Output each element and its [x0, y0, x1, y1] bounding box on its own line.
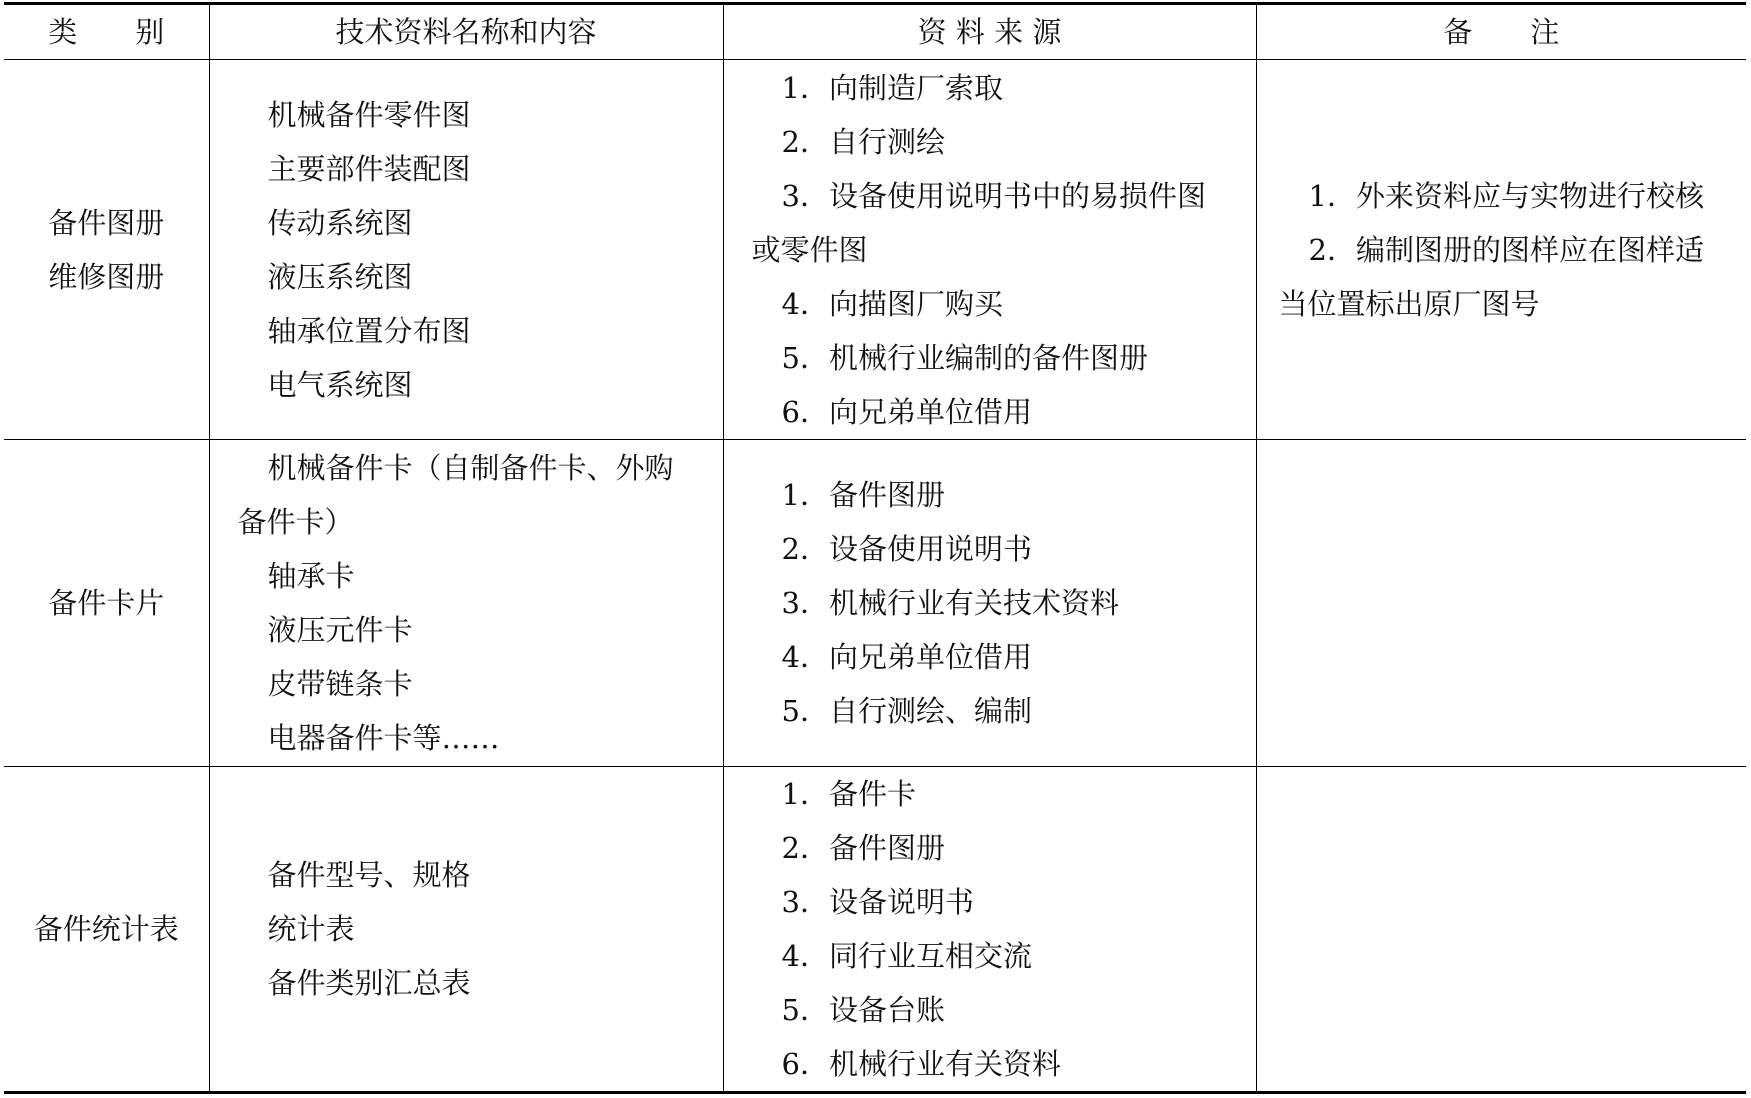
header-source: 资 料 来 源	[723, 4, 1256, 60]
name-line: 液压系统图	[267, 259, 413, 294]
name-line: 机械备件零件图	[267, 97, 471, 132]
source-line: 4．向兄弟单位借用	[781, 640, 1032, 674]
name-cell	[209, 440, 723, 767]
name-line: 统计表	[267, 912, 355, 946]
header-name: 技术资料名称和内容	[209, 4, 723, 60]
source-cell	[723, 440, 1256, 767]
source-line: 3．设备说明书	[781, 885, 974, 919]
name-line: 传动系统图	[267, 205, 413, 240]
remark-cell	[1256, 60, 1746, 440]
source-line: 或零件图	[751, 232, 868, 267]
source-line: 4．同行业互相交流	[781, 939, 1032, 973]
remark-cell	[1256, 767, 1746, 1093]
table-row	[4, 60, 1746, 440]
category-line: 备件统计表	[33, 912, 179, 946]
header-category: 类 别	[4, 4, 209, 60]
name-line: 主要部件装配图	[267, 151, 471, 186]
category-cell	[4, 60, 209, 440]
name-line: 备件类别汇总表	[267, 966, 471, 1000]
name-line: 电器备件卡等……	[267, 721, 500, 755]
name-line: 备件型号、规格	[267, 858, 471, 892]
header-remark: 备 注	[1256, 4, 1746, 60]
source-line: 5．机械行业编制的备件图册	[781, 340, 1148, 375]
category-line: 备件卡片	[48, 586, 165, 620]
name-line: 轴承卡	[267, 559, 355, 593]
remark-line: 当位置标出原厂图号	[1278, 286, 1540, 321]
name-line: 备件卡）	[237, 505, 354, 539]
source-line: 2．备件图册	[781, 831, 945, 865]
source-line: 3．机械行业有关技术资料	[781, 586, 1119, 620]
source-line: 5．自行测绘、编制	[781, 694, 1032, 728]
source-line: 5．设备台账	[781, 993, 945, 1027]
table-row	[4, 767, 1746, 1093]
remark-cell	[1256, 440, 1746, 767]
source-cell	[723, 60, 1256, 440]
source-line: 2．自行测绘	[781, 124, 945, 159]
category-cell	[4, 440, 209, 767]
remark-line: 1．外来资料应与实物进行校核	[1308, 178, 1704, 213]
name-cell	[209, 60, 723, 440]
source-line: 6．向兄弟单位借用	[781, 394, 1032, 429]
category-line: 备件图册	[48, 205, 165, 240]
source-line: 2．设备使用说明书	[781, 532, 1032, 566]
category-line: 维修图册	[48, 259, 165, 294]
header-row	[4, 4, 1746, 60]
name-line: 皮带链条卡	[267, 667, 413, 701]
remark-line: 2．编制图册的图样应在图样适	[1308, 232, 1704, 267]
name-line: 液压元件卡	[267, 613, 413, 647]
name-line: 机械备件卡（自制备件卡、外购	[267, 451, 674, 485]
name-line: 电气系统图	[267, 367, 413, 402]
source-line: 6．机械行业有关资料	[781, 1047, 1061, 1081]
source-cell	[723, 767, 1256, 1093]
source-line: 4．向描图厂购买	[781, 286, 1003, 321]
source-line: 1．备件图册	[781, 478, 945, 512]
name-line: 轴承位置分布图	[267, 313, 471, 348]
source-line: 1．向制造厂索取	[781, 70, 1003, 105]
spare-parts-technical-data-table	[4, 2, 1746, 1094]
source-line: 1．备件卡	[781, 777, 916, 811]
table-row	[4, 440, 1746, 767]
name-cell	[209, 767, 723, 1093]
category-cell	[4, 767, 209, 1093]
source-line: 3．设备使用说明书中的易损件图	[781, 178, 1206, 213]
